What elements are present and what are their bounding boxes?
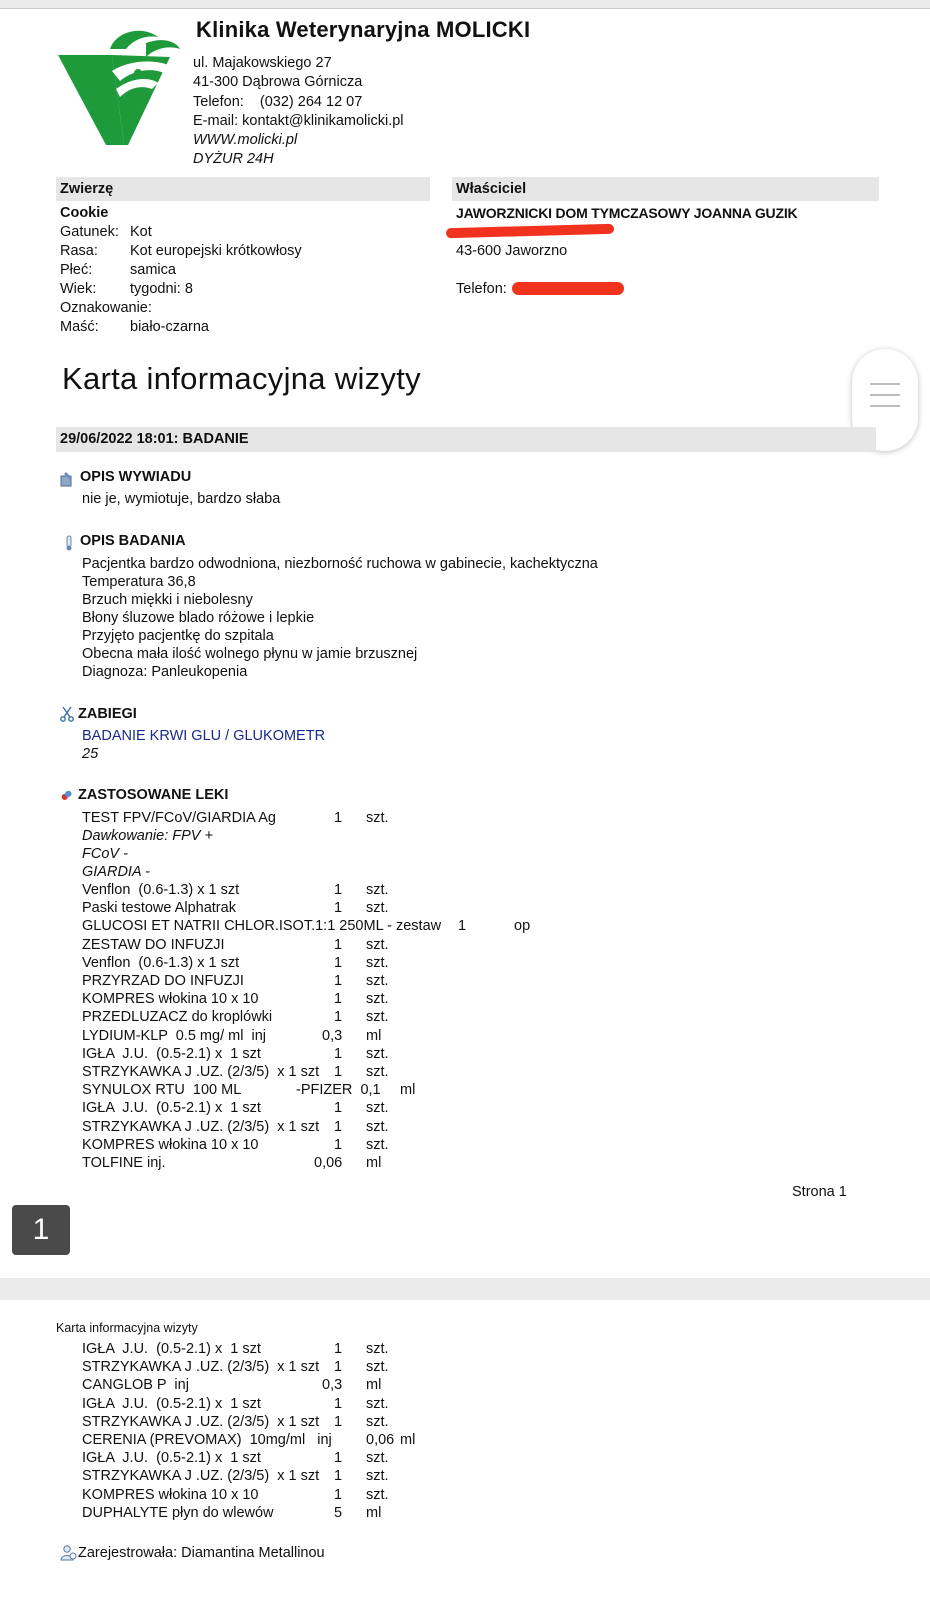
drug-unit: szt. <box>366 1359 389 1376</box>
drug-qty: 0,3 <box>322 1027 343 1044</box>
drug-name: ZESTAW DO INFUZJI <box>82 936 225 953</box>
history-title: OPIS WYWIADU <box>80 469 192 485</box>
visit-header: 29/06/2022 18:01: BADANIE <box>60 431 249 447</box>
color-label: Maść: <box>60 319 99 335</box>
drug-unit: szt. <box>366 810 389 826</box>
drug-name: IGŁA J.U. (0.5-2.1) x 1 szt <box>82 1100 261 1117</box>
user-icon <box>60 1545 78 1561</box>
drug-name: STRZYKAWKA J .UZ. (2/3/5) x 1 szt <box>82 1468 320 1485</box>
exam-line: Obecna mała ilość wolnego płynu w jamie brzusznej <box>82 646 418 662</box>
owner-city: 43-600 Jaworzno <box>456 243 568 259</box>
clinic-phone: Telefon: (032) 264 12 07 <box>193 94 363 110</box>
drug-name: Paski testowe Alphatrak <box>82 900 236 917</box>
pill-icon <box>60 787 74 803</box>
drug-qty: 1 <box>334 1009 343 1026</box>
animal-name: Cookie <box>60 205 109 221</box>
drug-qty: 1 <box>334 1341 343 1357</box>
drug-qty: 1 <box>334 1118 343 1135</box>
page-label: Strona 1 <box>792 1184 847 1200</box>
drug-unit: szt. <box>366 882 389 898</box>
drug-qty: 1 <box>334 810 343 826</box>
drug-qty: 1 <box>334 1486 343 1503</box>
drug-name: IGŁA J.U. (0.5-2.1) x 1 szt <box>82 1395 261 1412</box>
drug-name: SYNULOX RTU 100 ML <box>82 1082 242 1099</box>
drug-unit: szt. <box>366 1009 389 1026</box>
document-page-1 <box>0 8 930 1278</box>
breed-value: Kot europejski krótkowłosy <box>130 243 302 259</box>
breed-label: Rasa: <box>60 243 98 259</box>
clinic-logo <box>54 27 184 147</box>
history-icon <box>60 471 74 487</box>
owner-name: JAWORZNICKI DOM TYMCZASOWY JOANNA GUZIK <box>456 205 798 221</box>
marking-label: Oznakowanie: <box>60 300 152 316</box>
drug-qty: 1 <box>334 991 343 1008</box>
drugs-title: ZASTOSOWANE LEKI <box>78 787 229 803</box>
page2-header: Karta informacyjna wizyty <box>56 1321 198 1335</box>
drug-unit: szt. <box>366 1395 389 1412</box>
drug-unit: ml <box>400 1082 416 1099</box>
drug-qty: 1 <box>334 1136 343 1153</box>
visit-header-bar <box>56 427 876 452</box>
exam-line: Błony śluzowe blado różowe i lepkie <box>82 610 315 626</box>
drug-qty: 1 <box>334 1064 343 1080</box>
drug-name: DUPHALYTE płyn do wlewów <box>82 1504 274 1521</box>
drug-name: IGŁA J.U. (0.5-2.1) x 1 szt <box>82 1341 261 1357</box>
owner-header-bar <box>452 177 879 201</box>
drug-unit: szt. <box>366 973 389 989</box>
drug-unit: szt. <box>366 1045 389 1062</box>
drug-name: STRZYKAWKA J .UZ. (2/3/5) x 1 szt <box>82 1359 320 1376</box>
drug-unit: szt. <box>366 936 389 953</box>
exam-line: Przyjęto pacjentkę do szpitala <box>82 628 274 644</box>
drug-name: Venflon (0.6-1.3) x 1 szt <box>82 882 240 898</box>
drug-name: STRZYKAWKA J .UZ. (2/3/5) x 1 szt <box>82 1413 320 1430</box>
drug-qty: 1 <box>334 900 343 917</box>
drug-unit: szt. <box>366 1413 389 1430</box>
sex-value: samica <box>130 262 176 278</box>
drug-unit: szt. <box>366 1486 389 1503</box>
drug-qty: 1 <box>458 918 467 935</box>
drug-qty: 0,06 <box>314 1155 343 1171</box>
drug-unit: szt. <box>366 900 389 917</box>
menu-icon <box>870 383 900 385</box>
drug-name: IGŁA J.U. (0.5-2.1) x 1 szt <box>82 1045 261 1062</box>
clinic-city: 41-300 Dąbrowa Górnicza <box>193 74 363 90</box>
exam-line: Pacjentka bardzo odwodniona, niezborność ruchowa w gabinecie, kachektyczna <box>82 556 598 572</box>
procedure-value: 25 <box>82 746 99 762</box>
dosage-line: GIARDIA - <box>82 864 150 880</box>
drug-qty: 1 <box>334 1413 343 1430</box>
drug-name: STRZYKAWKA J .UZ. (2/3/5) x 1 szt <box>82 1118 320 1135</box>
document-title: Karta informacyjna wizyty <box>62 361 421 396</box>
color-value: biało-czarna <box>130 319 209 335</box>
animal-header-bar <box>56 177 430 201</box>
drug-unit: ml <box>400 1432 416 1448</box>
procedure-name: BADANIE KRWI GLU / GLUKOMETR <box>82 728 326 744</box>
clinic-website: WWW.molicki.pl <box>193 132 298 148</box>
drug-unit: op <box>514 918 531 935</box>
species-label: Gatunek: <box>60 224 119 240</box>
redaction-mark <box>512 282 624 295</box>
drug-name: GLUCOSI ET NATRII CHLOR.ISOT.1:1 250ML - zestaw <box>82 918 442 935</box>
drug-qty: 1 <box>334 1395 343 1412</box>
owner-header: Właściciel <box>456 181 527 197</box>
drug-unit: szt. <box>366 1468 389 1485</box>
drug-name: PRZYRZAD DO INFUZJI <box>82 973 244 989</box>
drug-unit: ml <box>366 1027 382 1044</box>
owner-phone-label: Telefon: <box>456 281 507 297</box>
species-value: Kot <box>130 224 152 240</box>
drug-unit: szt. <box>366 1136 389 1153</box>
drug-qty: 1 <box>334 936 343 953</box>
age-label: Wiek: <box>60 281 97 297</box>
drug-unit: ml <box>366 1377 382 1394</box>
dosage-line: FCoV - <box>82 846 128 862</box>
age-value: tygodni: 8 <box>130 281 193 297</box>
drug-name: STRZYKAWKA J .UZ. (2/3/5) x 1 szt <box>82 1064 320 1080</box>
drug-name: Venflon (0.6-1.3) x 1 szt <box>82 954 240 971</box>
drug-name: CANGLOB P inj <box>82 1377 189 1394</box>
clinic-duty: DYŻUR 24H <box>193 151 274 167</box>
drug-qty: 1 <box>334 1045 343 1062</box>
clinic-email: E-mail: kontakt@klinikamolicki.pl <box>193 113 404 129</box>
thermometer-icon <box>62 535 76 551</box>
drug-qty: 1 <box>334 954 343 971</box>
drug-unit: ml <box>366 1504 382 1521</box>
scissors-icon <box>60 706 74 722</box>
drug-name: PRZEDLUZACZ do kroplówki <box>82 1009 273 1026</box>
drug-qty: 1 <box>334 882 343 898</box>
drug-name: TEST FPV/FCoV/GIARDIA Ag <box>82 810 276 826</box>
clinic-street: ul. Majakowskiego 27 <box>193 55 332 71</box>
drug-qty: 1 <box>334 1359 343 1376</box>
animal-header: Zwierzę <box>60 181 114 197</box>
drug-name: KOMPRES włokina 10 x 10 <box>82 1486 259 1503</box>
drug-qty: 0,3 <box>322 1377 343 1394</box>
exam-title: OPIS BADANIA <box>80 533 186 549</box>
drug-name: LYDIUM-KLP 0.5 mg/ ml inj <box>82 1027 266 1044</box>
drug-unit: szt. <box>366 1064 389 1080</box>
drug-name: KOMPRES włokina 10 x 10 <box>82 1136 259 1153</box>
drug-qty: 5 <box>334 1504 343 1521</box>
drug-unit: szt. <box>366 1450 389 1467</box>
drug-unit: szt. <box>366 1100 389 1117</box>
drug-unit: szt. <box>366 1341 389 1357</box>
drug-unit: ml <box>366 1155 382 1171</box>
redaction-mark <box>446 224 614 238</box>
drug-name: TOLFINE inj. <box>82 1155 166 1171</box>
drug-qty: 1 <box>334 973 343 989</box>
drug-qty: 0,06 <box>366 1432 395 1448</box>
history-text: nie je, wymiotuje, bardzo słaba <box>82 491 281 507</box>
registered-by: Zarejestrowała: Diamantina Metallinou <box>78 1545 325 1561</box>
drug-unit: szt. <box>366 1118 389 1135</box>
exam-line: Temperatura 36,8 <box>82 574 196 590</box>
document-page-2 <box>0 1300 930 1600</box>
drug-name: CERENIA (PREVOMAX) 10mg/ml inj <box>82 1432 332 1448</box>
exam-line: Diagnoza: Panleukopenia <box>82 664 248 680</box>
drug-name: IGŁA J.U. (0.5-2.1) x 1 szt <box>82 1450 261 1467</box>
dosage-line: Dawkowanie: FPV + <box>82 828 213 844</box>
drug-unit: szt. <box>366 954 389 971</box>
drug-qty: -PFIZER 0,1 <box>296 1082 381 1099</box>
drug-qty: 1 <box>334 1468 343 1485</box>
page-number-badge: 1 <box>12 1205 70 1255</box>
procedures-title: ZABIEGI <box>78 706 137 722</box>
clinic-name: Klinika Weterynaryjna MOLICKI <box>196 17 531 42</box>
drug-qty: 1 <box>334 1450 343 1467</box>
drug-unit: szt. <box>366 991 389 1008</box>
exam-line: Brzuch miękki i niebolesny <box>82 592 253 608</box>
sex-label: Płeć: <box>60 262 93 278</box>
drug-name: KOMPRES włokina 10 x 10 <box>82 991 259 1008</box>
drug-qty: 1 <box>334 1100 343 1117</box>
